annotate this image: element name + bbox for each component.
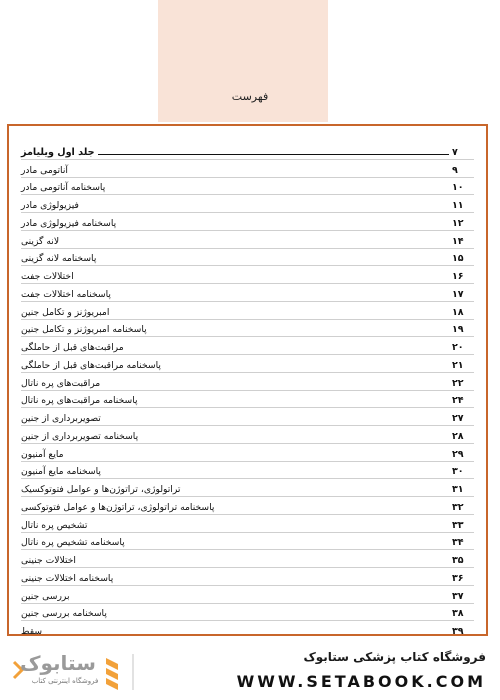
toc-leader <box>103 385 449 386</box>
toc-page-number: ۱۵ <box>452 253 464 265</box>
toc-page-number: ۹ <box>452 164 458 176</box>
toc-page-number: ۳۷ <box>452 590 464 602</box>
toc-page-number: ۱۰ <box>452 182 464 194</box>
toc-row <box>21 621 474 636</box>
toc-row <box>21 142 474 160</box>
toc-row <box>21 266 474 284</box>
toc-leader <box>112 314 449 315</box>
toc-leader <box>114 296 449 297</box>
toc-entry-label: مایع آمنیون <box>21 448 64 460</box>
toc-entry-label: پاسخنامه تراتولوژی، تراتوژن‌ها و عوامل فتوتوکسی <box>21 501 215 513</box>
toc-leader <box>45 633 449 634</box>
toc-page-number: ۲۱ <box>452 359 464 371</box>
shop-name: فروشگاه کتاب پزشکی ستابوک <box>303 650 486 664</box>
toc-row <box>21 213 474 231</box>
toc-page-number: ۱۶ <box>452 271 464 282</box>
toc-leader <box>99 260 449 261</box>
toc-row <box>21 408 474 426</box>
toc-row <box>21 550 474 568</box>
toc-entry-label: بررسی جنین <box>21 590 70 602</box>
toc-row <box>21 586 474 604</box>
toc-entry-label: پاسخنامه مراقبت‌های پره ناتال <box>21 395 138 407</box>
toc-entry-label: تراتولوژی، تراتوژن‌ها و عوامل فتوتوکسیک <box>21 484 181 495</box>
toc-leader <box>90 527 449 528</box>
toc-entry-label: تشخیص پره ناتال <box>21 519 88 531</box>
toc-page-number: ۲۴ <box>452 395 464 407</box>
toc-leader <box>119 225 449 226</box>
toc-row <box>21 249 474 267</box>
toc-leader <box>108 189 449 190</box>
toc-page-number: ۳۹ <box>452 626 464 636</box>
toc-row <box>21 337 474 355</box>
toc-entry-label: پاسخنامه تصویربرداری از جنین <box>21 430 139 442</box>
toc-row <box>21 462 474 480</box>
toc-leader <box>150 331 449 332</box>
toc-entry-label: جلد اول ویلیامز <box>21 146 95 158</box>
toc-row <box>21 568 474 586</box>
toc-list <box>21 142 474 636</box>
toc-box <box>7 124 488 636</box>
toc-row <box>21 284 474 302</box>
toc-page-number: ۳۲ <box>452 501 464 513</box>
toc-leader <box>141 438 449 439</box>
page-title: فهرست <box>231 90 269 103</box>
toc-page-number: ۳۸ <box>452 608 464 620</box>
toc-entry-label: پاسخنامه مراقبت‌های قبل از حاملگی <box>21 359 161 371</box>
toc-entry-label: پاسخنامه بررسی جنین <box>21 608 107 620</box>
toc-entry-label: پاسخنامه مایع آمنیون <box>21 466 101 478</box>
toc-page-number: ۳۴ <box>452 537 464 549</box>
toc-entry-label: پاسخنامه فیزیولوژی مادر <box>21 217 117 229</box>
toc-leader <box>71 172 449 173</box>
toc-leader <box>67 456 449 457</box>
logo-tagline: فروشگاه اینترنتی کتاب <box>31 677 99 685</box>
toc-leader <box>104 473 449 474</box>
toc-page-number: ۳۱ <box>452 484 464 495</box>
toc-row <box>21 533 474 551</box>
toc-leader <box>79 562 449 563</box>
toc-entry-label: پاسخنامه تشخیص پره ناتال <box>21 537 125 549</box>
logo-name: ستابوک <box>20 651 96 675</box>
toc-page-number: ۳۰ <box>452 466 464 478</box>
toc-entry-label: مراقبت‌های قبل از حاملگی <box>21 342 124 353</box>
toc-entry-label: آناتومی مادر <box>21 164 68 176</box>
toc-row <box>21 426 474 444</box>
toc-page-number: ۳۵ <box>452 555 464 566</box>
toc-page-number: ۱۲ <box>452 217 464 229</box>
toc-leader <box>141 402 449 403</box>
toc-leader <box>98 153 449 155</box>
toc-page-number: ۲۷ <box>452 413 464 424</box>
toc-leader <box>127 349 449 350</box>
toc-entry-label: فیزیولوژی مادر <box>21 200 79 211</box>
toc-row <box>21 355 474 373</box>
toc-entry-label: مراقبت‌های پره ناتال <box>21 377 101 389</box>
toc-row <box>21 302 474 320</box>
site-url[interactable]: WWW.SETABOOK.COM <box>236 672 486 691</box>
toc-leader <box>164 367 449 368</box>
toc-row <box>21 231 474 249</box>
toc-row <box>21 195 474 213</box>
toc-entry-label: امبریوژنز و تکامل جنین <box>21 306 110 318</box>
footer-divider <box>132 654 134 690</box>
toc-row <box>21 320 474 338</box>
toc-row <box>21 444 474 462</box>
toc-leader <box>73 598 449 599</box>
toc-leader <box>110 615 449 616</box>
toc-page-number: ۲۲ <box>452 377 464 389</box>
toc-page-number: ۱۴ <box>452 235 464 247</box>
toc-row <box>21 178 474 196</box>
toc-entry-label: اختلالات جنینی <box>21 555 76 566</box>
toc-entry-label: تصویربرداری از جنین <box>21 413 101 424</box>
toc-row <box>21 604 474 622</box>
toc-page-number: ۲۹ <box>452 448 464 460</box>
toc-entry-label: پاسخنامه لانه گزینی <box>21 253 97 265</box>
toc-page-number: ۲۰ <box>452 342 464 353</box>
toc-row <box>21 391 474 409</box>
footer <box>0 644 500 700</box>
toc-entry-label: پاسخنامه اختلالات جنینی <box>21 572 114 584</box>
toc-entry-label: سقط <box>21 626 43 636</box>
toc-page-number: ۱۱ <box>452 200 464 211</box>
toc-page-number: ۲۸ <box>452 430 464 442</box>
toc-row <box>21 373 474 391</box>
toc-page-number: ۷ <box>452 146 458 158</box>
toc-entry-label: لانه گزینی <box>21 235 60 247</box>
toc-row <box>21 160 474 178</box>
toc-page-number: ۳۶ <box>452 572 464 584</box>
toc-leader <box>217 509 449 510</box>
toc-entry-label: پاسخنامه امبریوژنز و تکامل جنین <box>21 324 147 336</box>
toc-entry-label: پاسخنامه اختلالات جفت <box>21 288 111 300</box>
toc-page-number: ۱۸ <box>452 306 464 318</box>
toc-row <box>21 515 474 533</box>
header-tab <box>158 0 328 122</box>
toc-page-number: ۱۷ <box>452 288 464 300</box>
toc-leader <box>184 491 450 492</box>
toc-leader <box>77 278 449 279</box>
toc-page-number: ۳۳ <box>452 519 464 531</box>
toc-leader <box>116 580 449 581</box>
toc-entry-label: اختلالات جفت <box>21 271 74 282</box>
toc-row <box>21 479 474 497</box>
toc-leader <box>128 544 449 545</box>
toc-entry-label: پاسخنامه آناتومی مادر <box>21 182 106 194</box>
toc-leader <box>62 243 449 244</box>
toc-leader <box>82 207 449 208</box>
toc-row <box>21 497 474 515</box>
toc-page-number: ۱۹ <box>452 324 464 336</box>
toc-leader <box>104 420 449 421</box>
